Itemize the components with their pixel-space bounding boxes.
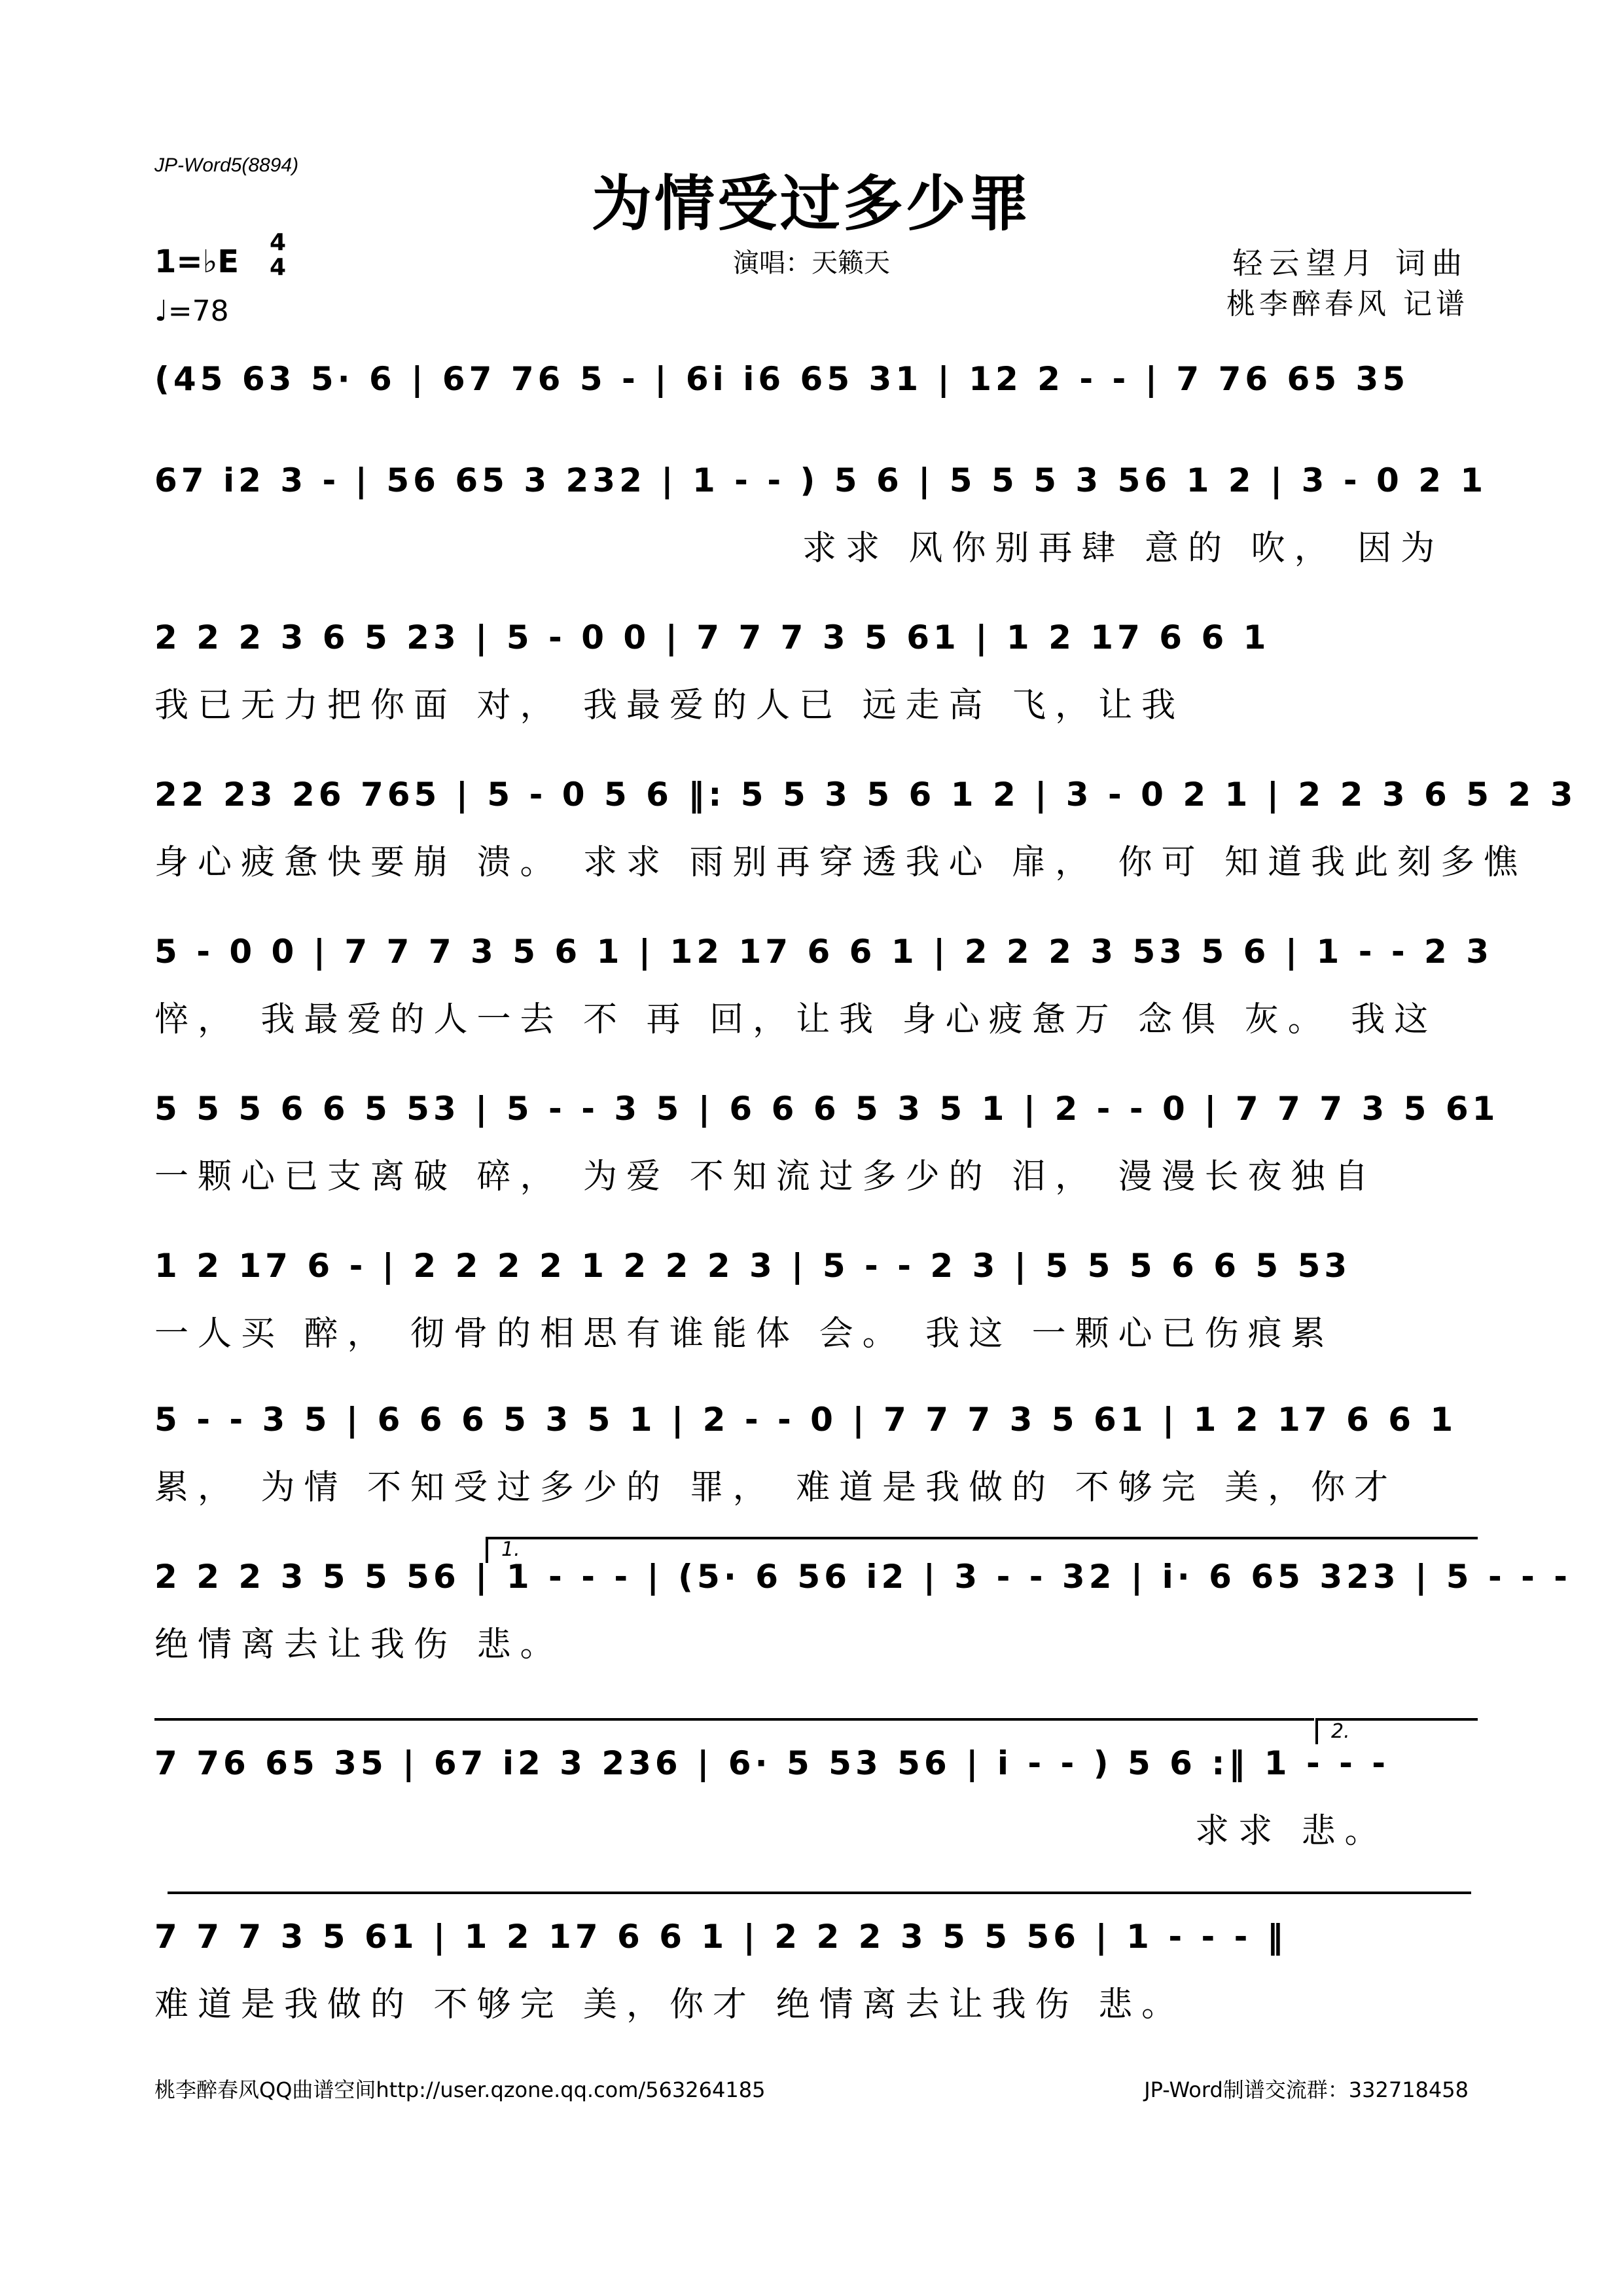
lyricist-composer-credit: 轻云望月 词曲 xyxy=(1232,245,1469,281)
lyrics-line: 求求 悲。 xyxy=(1195,1812,1388,1851)
notes-line: 2 2 2 3 5 5 56 | 1 - - - | (5· 6 56 i2 | 3 - - 32 | i· 6 65 323 | 5 - - - xyxy=(154,1558,1572,1596)
notes-line: 7 7 7 3 5 61 | 1 2 17 6 6 1 | 2 2 2 3 5 5 56 | 1 - - - ‖ xyxy=(154,1918,1287,1956)
song-title: 为情受过多少罪 xyxy=(591,169,1031,239)
notes-line: 2 2 2 3 6 5 23 | 5 - 0 0 | 7 7 7 3 5 61 | 1 2 17 6 6 1 xyxy=(154,619,1270,656)
lyrics-line: 难道是我做的 不够完 美，你才 绝情离去让我伤 悲。 xyxy=(154,1985,1185,2024)
lyrics-line: 绝情离去让我伤 悲。 xyxy=(154,1625,563,1664)
footer-right-text: JP-Word制谱交流群：332718458 xyxy=(1144,2077,1469,2102)
time-signature-top: 4 xyxy=(270,229,287,256)
notes-line: 5 - 0 0 | 7 7 7 3 5 6 1 | 12 17 6 6 1 | 2 2 2 3 53 5 6 | 1 - - 2 3 xyxy=(154,933,1493,971)
footer-left-text: 桃李醉春风QQ曲谱空间http://user.qzone.qq.com/563264185 xyxy=(154,2077,766,2102)
lyrics-line: 悴， 我最爱的人一去 不 再 回，让我 身心疲惫万 念俱 灰。 我这 xyxy=(154,1000,1438,1039)
notes-line: 22 23 26 765 | 5 - 0 5 6 ‖: 5 5 3 5 6 1 2 | 3 - 0 2 1 | 2 2 3 6 5 2 3 xyxy=(154,776,1577,814)
volta-1-label: 1. xyxy=(501,1538,520,1561)
lyrics-line: 一人买 醉， 彻骨的相思有谁能体 会。 我这 一颗心已伤痕累 xyxy=(154,1314,1334,1354)
key-signature: 1=♭E xyxy=(154,243,240,280)
lyrics-line: 一颗心已支离破 碎， 为爱 不知流过多少的 泪， 漫漫长夜独自 xyxy=(154,1157,1378,1196)
lyrics-line: 求求 风你别再肆 意的 吹， 因为 xyxy=(802,529,1444,568)
time-signature xyxy=(270,230,286,280)
transcriber-credit: 桃李醉春风 记谱 xyxy=(1226,287,1469,321)
singer-credit: 演唱：天籁天 xyxy=(733,248,890,278)
notes-line: 67 i2 3 - | 56 65 3 232 | 1 - - ) 5 6 | 5 5 5 3 56 1 2 | 3 - 0 2 1 xyxy=(154,461,1488,499)
notes-line: 1 2 17 6 - | 2 2 2 2 1 2 2 2 3 | 5 - - 2 3 | 5 5 5 6 6 5 53 xyxy=(154,1247,1351,1285)
volta-2-continuation xyxy=(168,1892,1471,1894)
time-signature-bottom: 4 xyxy=(270,254,287,281)
volta-1-bracket xyxy=(486,1537,1478,1539)
notes-line: 5 - - 3 5 | 6 6 6 5 3 5 1 | 2 - - 0 | 7 7 7 3 5 61 | 1 2 17 6 6 1 xyxy=(154,1401,1457,1439)
notes-line: (45 63 5· 6 | 67 76 5 - | 6i i6 65 31 | 12 2 - - | 7 76 65 35 xyxy=(154,360,1410,398)
volta-2-bracket-left xyxy=(1315,1718,1318,1744)
notes-line: 5 5 5 6 6 5 53 | 5 - - 3 5 | 6 6 6 5 3 5 1 | 2 - - 0 | 7 7 7 3 5 61 xyxy=(154,1090,1499,1128)
volta-2-label: 2. xyxy=(1331,1720,1350,1743)
lyrics-line: 身心疲惫快要崩 溃。 求求 雨别再穿透我心 扉， 你可 知道我此刻多憔 xyxy=(154,843,1527,882)
software-tag: JP-Word5(8894) xyxy=(154,154,299,176)
notes-line: 7 76 65 35 | 67 i2 3 236 | 6· 5 53 56 | i - - ) 5 6 :‖ 1 - - - xyxy=(154,1744,1390,1782)
lyrics-line: 我已无力把你面 对， 我最爱的人已 远走高 飞，让我 xyxy=(154,686,1185,725)
tempo-marking: ♩=78 xyxy=(154,295,229,328)
volta-1-continuation xyxy=(154,1718,1314,1721)
lyrics-line: 累， 为情 不知受过多少的 罪， 难道是我做的 不够完 美，你才 xyxy=(154,1468,1398,1507)
